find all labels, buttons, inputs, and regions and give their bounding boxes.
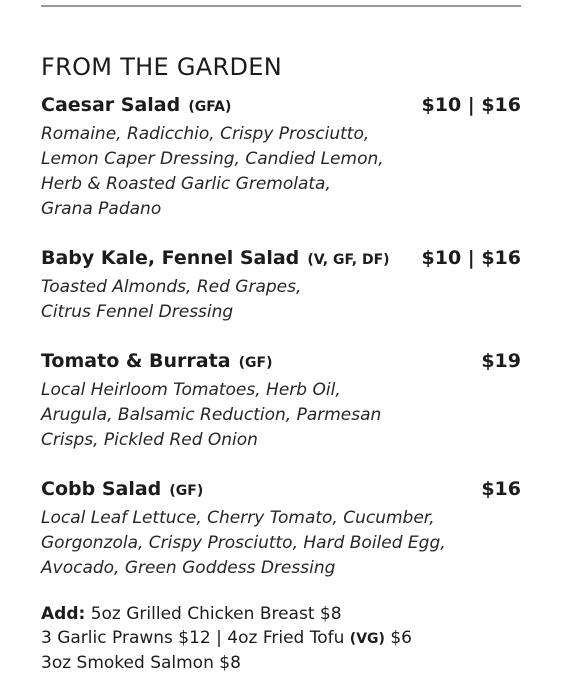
addons-label: Add: — [41, 604, 86, 624]
menu-item-cobb-salad — [41, 476, 521, 581]
dietary-tag: (VG) — [349, 631, 385, 647]
description-line: Gorgonzola, Crispy Prosciutto, Hard Boiled Egg, — [41, 533, 446, 553]
description-line: Avocado, Green Goddess Dressing — [41, 558, 336, 578]
description-line: Lemon Caper Dressing, Candied Lemon, — [41, 149, 384, 169]
menu-item-tomato-burrata — [41, 348, 521, 453]
item-header — [41, 245, 521, 271]
addons-line-3: 3oz Smoked Salmon $8 — [41, 653, 241, 673]
menu-item-baby-kale-fennel-salad — [41, 245, 521, 325]
addons-block — [41, 602, 521, 675]
item-name: Tomato & Burrata — [41, 350, 231, 372]
description-line: Local Leaf Lettuce, Cherry Tomato, Cucumber, — [41, 508, 435, 528]
dietary-tag: (GF) — [169, 483, 204, 499]
description-line: Grana Padano — [41, 199, 162, 219]
description-line: Local Heirloom Tomatoes, Herb Oil, — [41, 380, 341, 400]
item-name: Cobb Salad — [41, 478, 162, 500]
item-price: $10 | $16 — [421, 94, 521, 116]
description-line: Crisps, Pickled Red Onion — [41, 430, 258, 450]
description-line: Herb & Roasted Garlic Gremolata, — [41, 174, 331, 194]
menu-item-caesar-salad — [41, 92, 521, 222]
description-line: Romaine, Radicchio, Crispy Prosciutto, — [41, 124, 370, 144]
description-line: Citrus Fennel Dressing — [41, 302, 234, 322]
section-title: FROM THE GARDEN — [41, 53, 282, 81]
dietary-tag: (V, GF, DF) — [307, 252, 390, 268]
addon-prawns-tofu: 3 Garlic Prawns $12 | 4oz Fried Tofu — [41, 628, 350, 648]
description-line: Arugula, Balsamic Reduction, Parmesan — [41, 405, 382, 425]
item-description — [41, 378, 521, 453]
item-price: $10 | $16 — [421, 247, 521, 269]
addon-tofu-price: $6 — [384, 628, 412, 648]
item-header — [41, 476, 521, 502]
dietary-tag: (GF) — [238, 355, 273, 371]
addons-line-2 — [41, 626, 521, 651]
dietary-tag: (GFA) — [188, 99, 232, 115]
item-price: $19 — [481, 350, 521, 372]
item-header — [41, 92, 521, 118]
item-name: Caesar Salad — [41, 94, 181, 116]
item-description — [41, 506, 521, 581]
item-name: Baby Kale, Fennel Salad — [41, 247, 300, 269]
item-header — [41, 348, 521, 374]
item-price: $16 — [481, 478, 521, 500]
addons-line-1 — [41, 602, 521, 626]
item-description — [41, 122, 521, 222]
description-line: Toasted Almonds, Red Grapes, — [41, 277, 302, 297]
addon-chicken: 5oz Grilled Chicken Breast $8 — [85, 604, 342, 624]
item-description — [41, 275, 521, 325]
top-divider — [41, 5, 521, 7]
